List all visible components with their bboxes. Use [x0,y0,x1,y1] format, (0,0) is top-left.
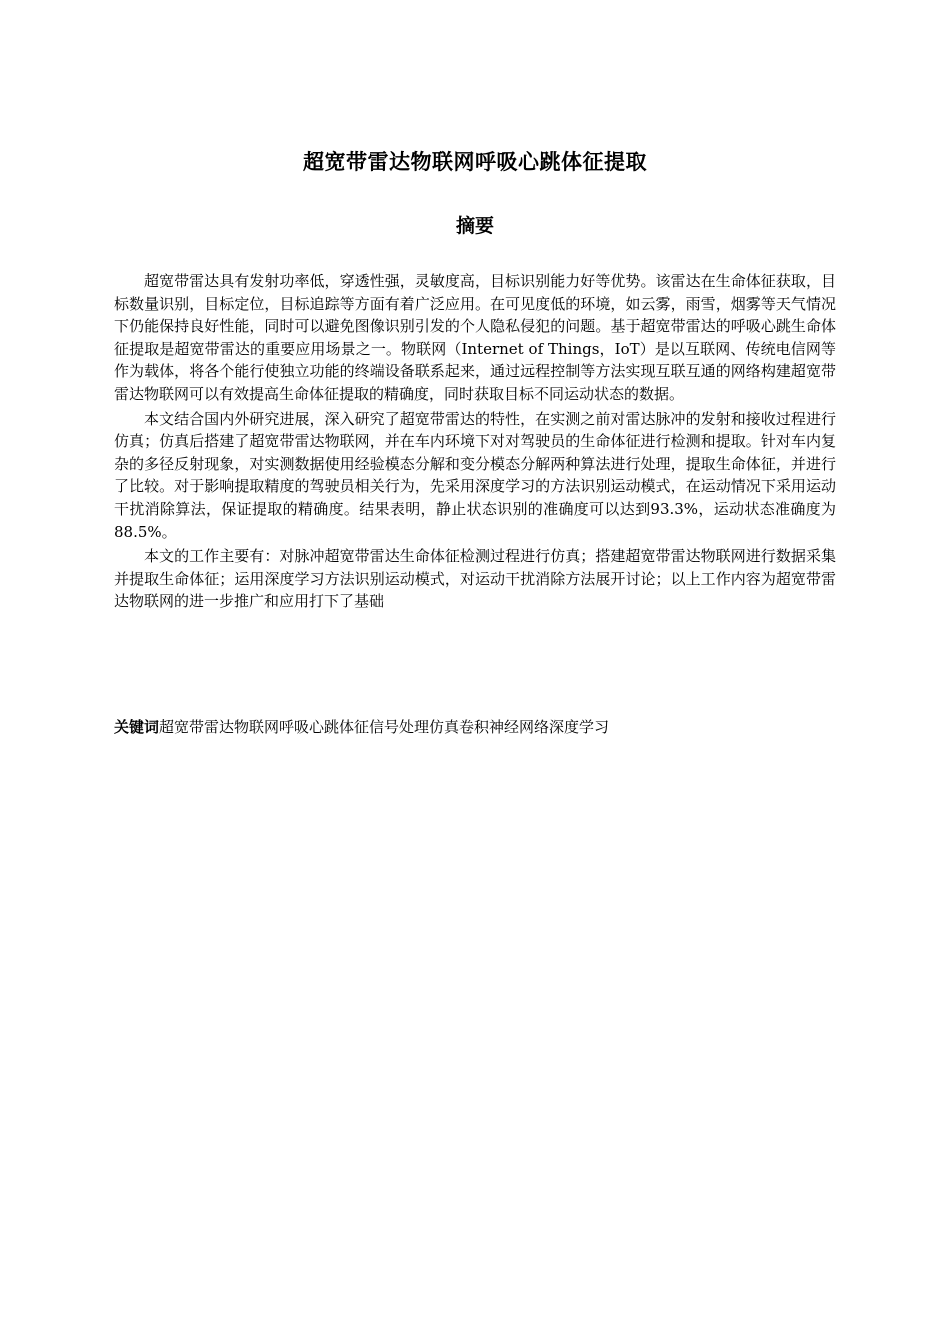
abstract-heading: 摘要 [455,215,494,237]
keywords-line [114,716,836,738]
keywords-label: 关键词 [114,718,160,736]
paper-title: 超宽带雷达物联网呼吸心跳体征提取 [303,150,647,174]
abstract-paragraph-1: 超宽带雷达具有发射功率低，穿透性强，灵敏度高，目标识别能力好等优势。该雷达在生命体征获取，目标数量识别，目标定位，目标追踪等方面有着广泛应用。在可见度低的环境，如云雾，雨雪，烟雾等天气情况下仍能保持良好性能，同时可以避免图像识别引发的个人隐私侵犯的问题。基于超宽带雷达的呼吸心跳生命体征提取是超宽带雷达的重要应用场景之一。物联网（Internet of Things，IoT）是以互联网、传统电信网等作为载体，将各个能行使独立功能的终端设备联系起来，通过远程控制等方法实现互联互通的网络构建超宽带雷达物联网可以有效提高生命体征提取的精确度，同时获取目标不同运动状态的数据。 [114,272,836,403]
abstract-paragraph-3: 本文的工作主要有：对脉冲超宽带雷达生命体征检测过程进行仿真；搭建超宽带雷达物联网进行数据采集并提取生命体征；运用深度学习方法识别运动模式，对运动干扰消除方法展开讨论；以上工作内容为超宽带雷达物联网的进一步推广和应用打下了基础 [114,547,836,611]
abstract-paragraph-2: 本文结合国内外研究进展，深入研究了超宽带雷达的特性，在实测之前对雷达脉冲的发射和接收过程进行仿真；仿真后搭建了超宽带雷达物联网，并在车内环境下对对驾驶员的生命体征进行检测和提取。针对车内复杂的多径反射现象，对实测数据使用经验模态分解和变分模态分解两种算法进行处理，提取生命体征，并进行了比较。对于影响提取精度的驾驶员相关行为，先采用深度学习的方法识别运动模式，在运动情况下采用运动干扰消除算法，保证提取的精确度。结果表明，静止状态识别的准确度可以达到93.3%，运动状态准确度为88.5%。 [114,409,836,541]
keywords-text: 超宽带雷达物联网呼吸心跳体征信号处理仿真卷积神经网络深度学习 [159,718,610,736]
abstract-body [114,270,836,615]
